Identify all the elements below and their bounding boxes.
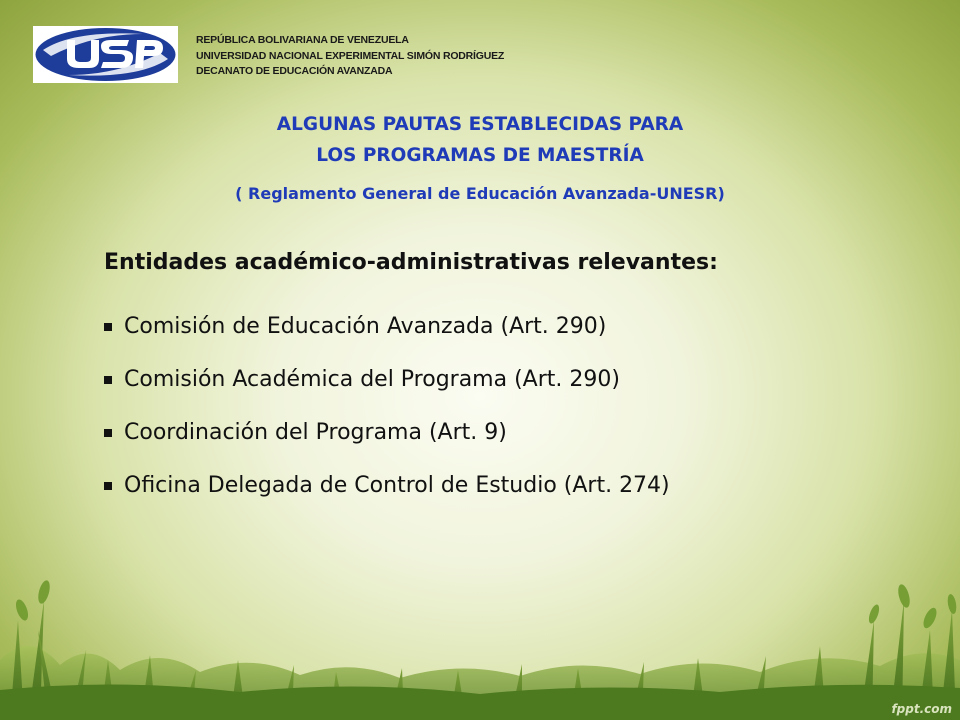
watermark-text: fppt.com: [891, 702, 952, 716]
list-item-text: Comisión de Educación Avanzada (Art. 290): [124, 314, 607, 339]
institution-header: [196, 33, 504, 80]
slide-title-line-1: ALGUNAS PAUTAS ESTABLECIDAS PARA: [276, 114, 684, 135]
list-item-text: Comisión Académica del Programa (Art. 290): [124, 367, 620, 392]
grass-decoration: [0, 560, 960, 720]
list-item: [104, 300, 670, 353]
list-item: [104, 353, 670, 406]
header-line-university: UNIVERSIDAD NACIONAL EXPERIMENTAL SIMÓN RODRÍGUEZ: [196, 49, 505, 62]
square-bullet-icon: [104, 429, 112, 437]
square-bullet-icon: [104, 323, 112, 331]
list-item-text: Coordinación del Programa (Art. 9): [124, 420, 507, 445]
slide-title-line-2: LOS PROGRAMAS DE MAESTRÍA: [316, 145, 644, 166]
header-line-country: REPÚBLICA BOLIVARIANA DE VENEZUELA: [196, 34, 409, 46]
list-item-text: Oficina Delegada de Control de Estudio (Art. 274): [124, 473, 670, 498]
content-heading: Entidades académico-administrativas relevantes:: [104, 250, 718, 275]
list-item: [104, 406, 670, 459]
square-bullet-icon: [104, 376, 112, 384]
university-logo: [33, 26, 178, 83]
entities-list: [104, 300, 670, 512]
list-item: [104, 459, 670, 512]
header-line-deanery: DECANATO DE EDUCACIÓN AVANZADA: [196, 65, 393, 77]
square-bullet-icon: [104, 482, 112, 490]
slide-subtitle: ( Reglamento General de Educación Avanzada-UNESR): [235, 184, 725, 203]
